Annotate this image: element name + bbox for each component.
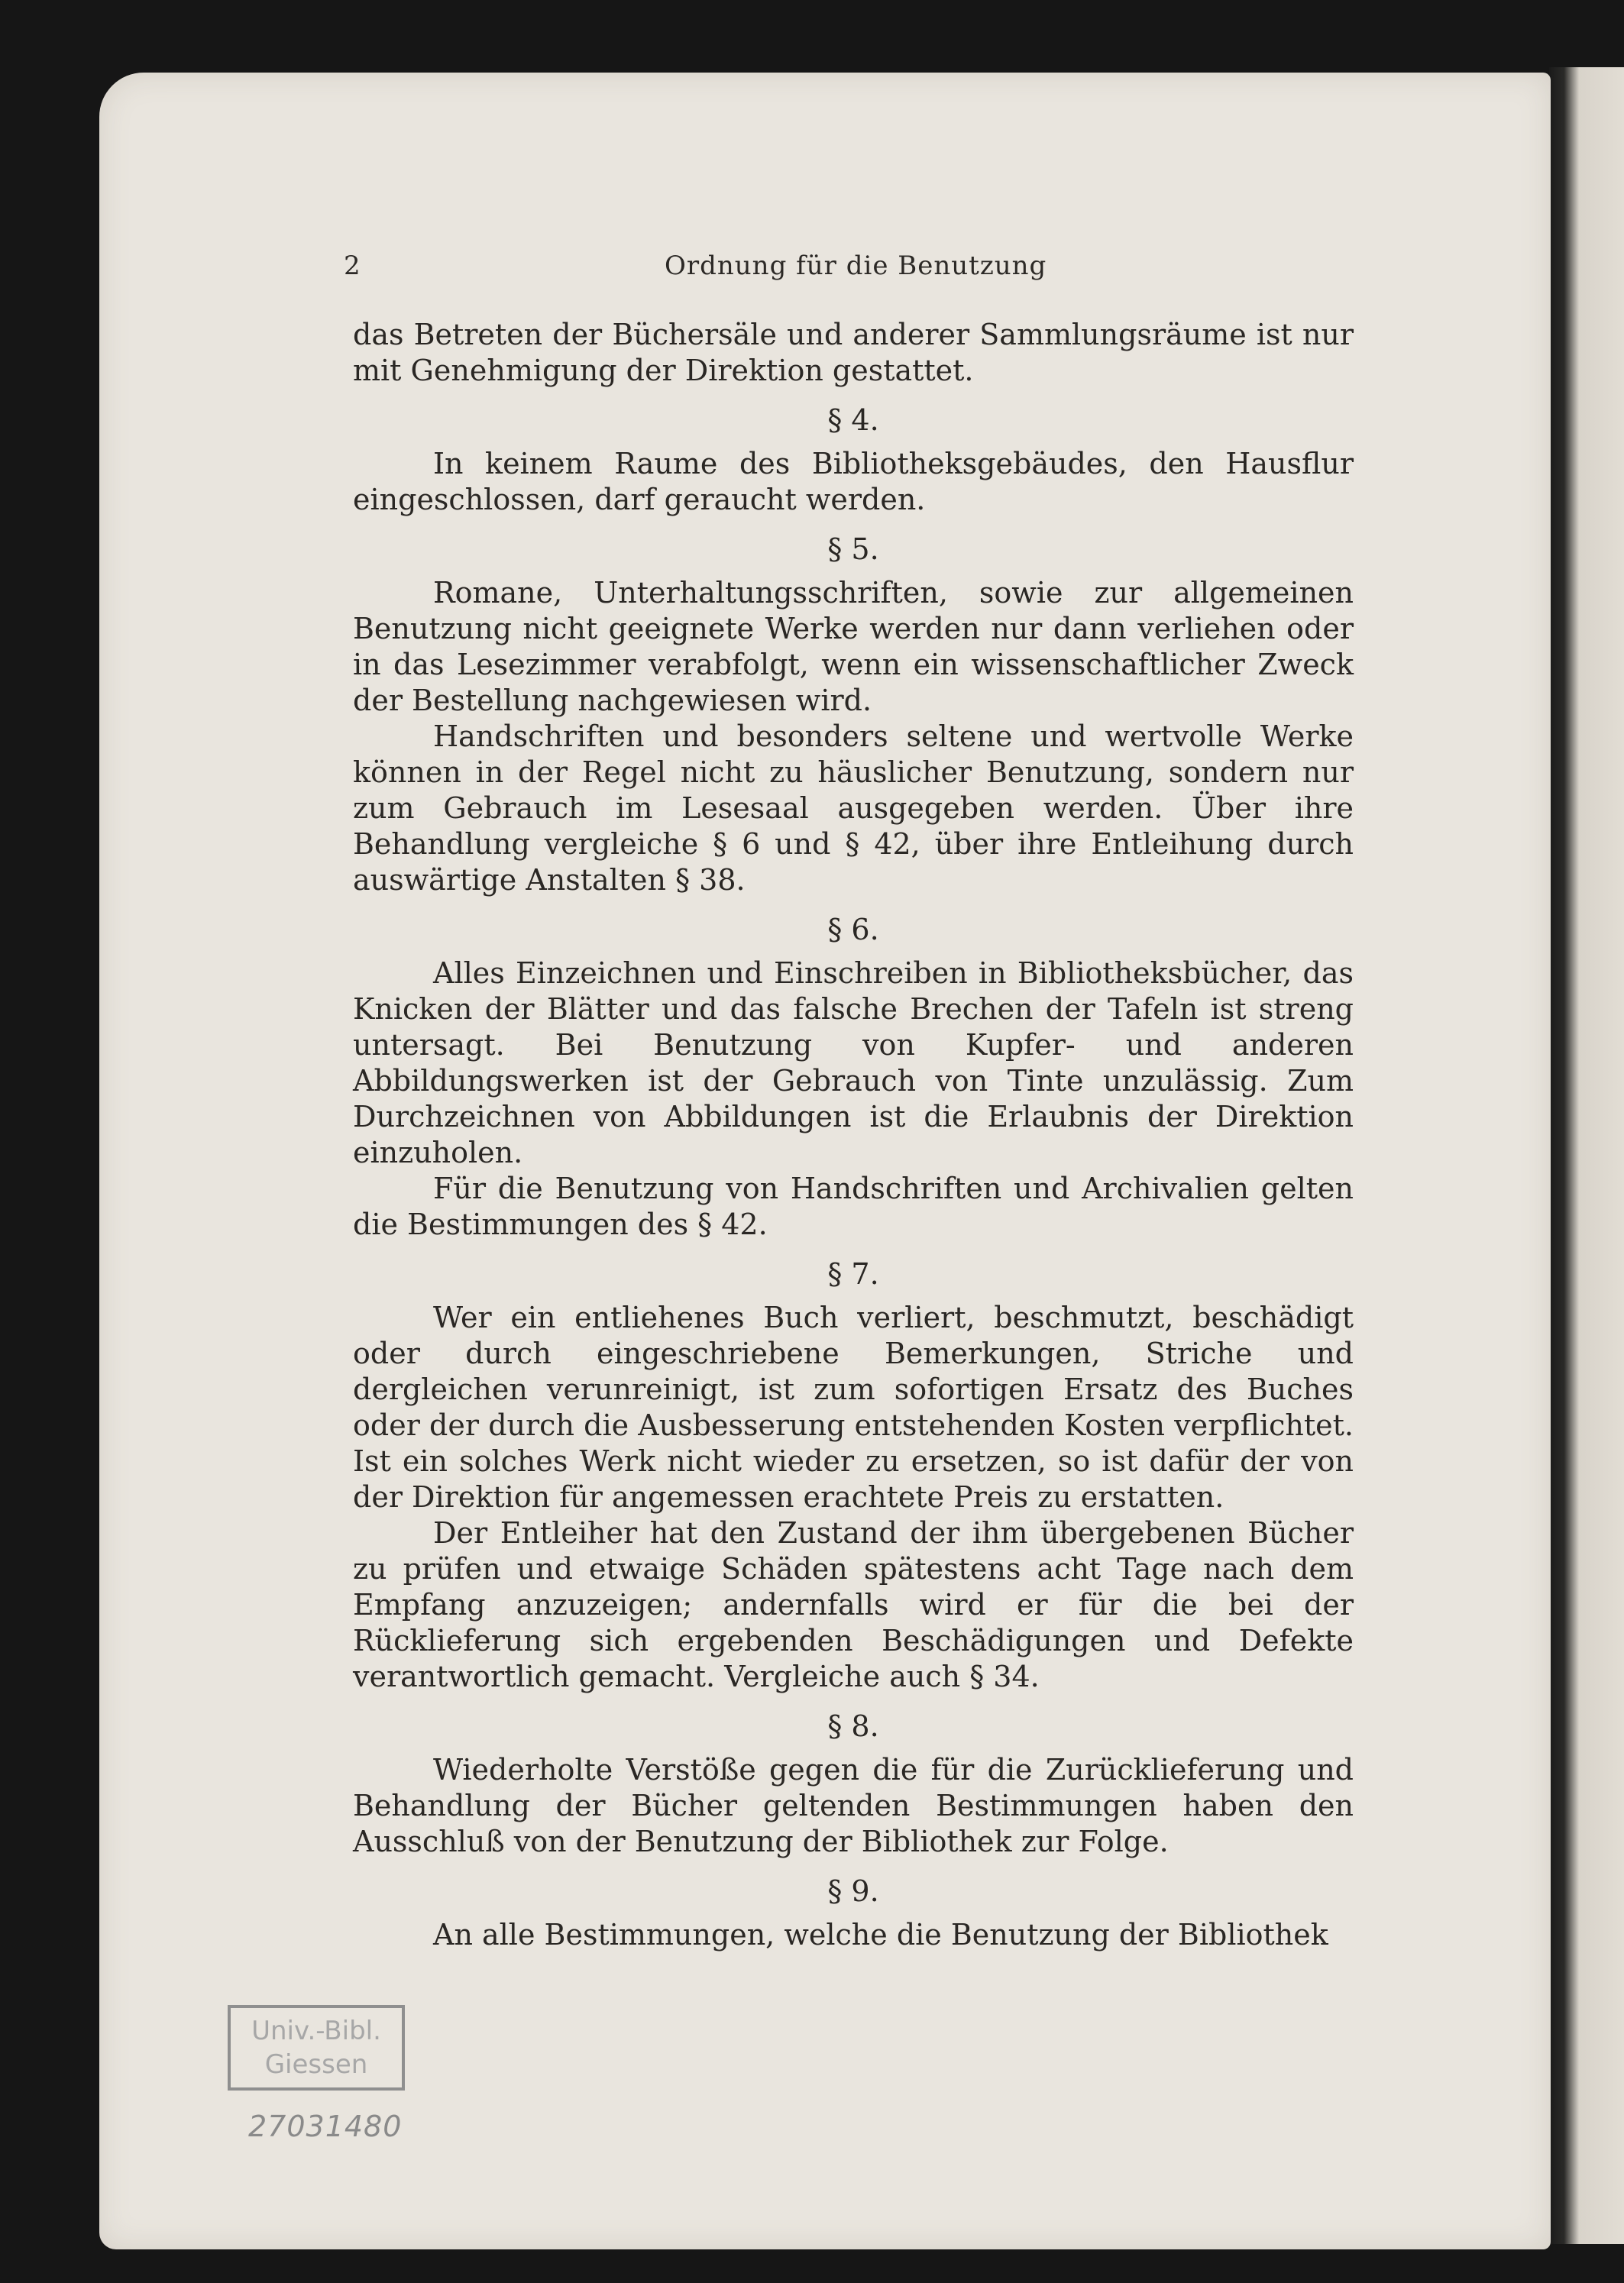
- section-heading-7: § 7.: [827, 1257, 879, 1291]
- section-heading-6: § 6.: [827, 913, 879, 946]
- paragraph-4: In keinem Raume des Bibliotheksgebäudes, den Hausflur eingeschlossen, darf geraucht werden.: [353, 447, 1354, 516]
- stamp-line-2: Giessen: [264, 2049, 368, 2080]
- paragraph-9: An alle Bestimmungen, welche die Benutzung der Bibliothek: [433, 1918, 1328, 1952]
- paragraph-5b: Handschriften und besonders seltene und wertvolle Werke können in der Regel nicht zu häuslicher Benutzung, sondern nur zum Gebrauch im Lesesaal ausgegeben werden. Über ihre Behandlung vergleiche § 6 und § 42, über ihre Entleihung durch auswärtige Anstalten § 38.: [353, 720, 1354, 897]
- adjacent-page-edge: [1549, 67, 1624, 2244]
- section-heading-8: § 8.: [827, 1709, 879, 1743]
- paragraph-6a: Alles Einzeichnen und Einschreiben in Bibliotheksbücher, das Knicken der Blätter und das falsche Brechen der Tafeln ist streng untersagt. Bei Benutzung von Kupfer- und anderen Abbildungswerken ist der Gebrauch von Tinte unzulässig. Zum Durchzeichnen von Abbildungen ist die Erlaubnis der Direktion einzuholen.: [353, 956, 1354, 1169]
- shelfmark-handwritten: 27031480: [248, 2110, 403, 2143]
- page-header: [344, 251, 1352, 289]
- paragraph-7b: Der Entleiher hat den Zustand der ihm übergebenen Bücher zu prüfen und etwaige Schäden spätestens acht Tage nach dem Empfang anzuzeigen; andernfalls wird er für die bei der Rücklieferung sich ergebenden Beschädigungen und Defekte verantwortlich gemacht. Vergleiche auch § 34.: [353, 1516, 1354, 1693]
- section-heading-9: § 9.: [827, 1874, 879, 1908]
- paragraph-5a: Romane, Unterhaltungsschriften, sowie zur allgemeinen Benutzung nicht geeignete Werke werden nur dann verliehen oder in das Lesezimmer verabfolgt, wenn ein wissenschaftlicher Zweck der Bestellung nachgewiesen wird.: [353, 576, 1354, 717]
- page-number: 2: [344, 251, 361, 281]
- stamp-line-1: Univ.-Bibl.: [251, 2016, 381, 2046]
- paragraph-7a: Wer ein entliehenes Buch verliert, beschmutzt, beschädigt oder durch eingeschriebene Bemerkungen, Striche und dergleichen verunreinigt, ist zum sofortigen Ersatz des Buches oder der durch die Ausbesserung entstehenden Kosten verpflichtet. Ist ein solches Werk nicht wieder zu ersetzen, so ist dafür der von der Direktion für angemessen erachtete Preis zu erstatten.: [353, 1301, 1354, 1514]
- library-stamp: [228, 2005, 405, 2091]
- paragraph-intro: das Betreten der Büchersäle und anderer Sammlungsräume ist nur mit Genehmigung der Direktion gestattet.: [353, 318, 1354, 387]
- section-heading-5: § 5.: [827, 532, 879, 566]
- section-heading-4: § 4.: [827, 403, 879, 437]
- running-title: Ordnung für die Benutzung: [665, 251, 1047, 281]
- paragraph-8: Wiederholte Verstöße gegen die für die Zurücklieferung und Behandlung der Bücher geltenden Bestimmungen haben den Ausschluß von der Benutzung der Bibliothek zur Folge.: [353, 1753, 1354, 1858]
- page-body: [353, 317, 1354, 1953]
- paragraph-6b: Für die Benutzung von Handschriften und Archivalien gelten die Bestimmungen des § 42.: [353, 1172, 1354, 1241]
